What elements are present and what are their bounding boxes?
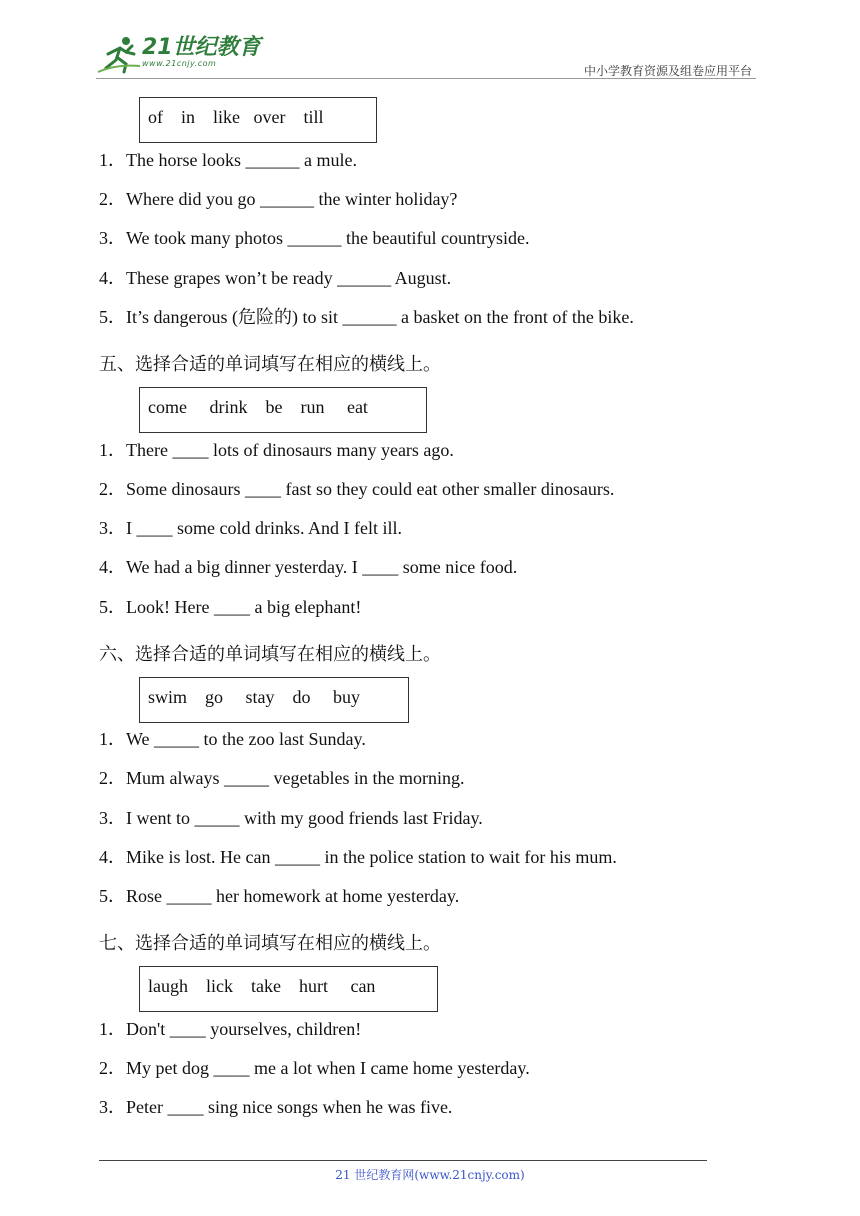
question-item: 4．We had a big dinner yesterday. I ____ some nice food. [99,557,518,577]
question-item: 5．Look! Here ____ a big elephant! [99,597,362,617]
question-item: 3．Peter ____ sing nice songs when he was five. [99,1097,453,1117]
question-item: 2．My pet dog ____ me a lot when I came home yesterday. [99,1058,530,1078]
question-item: 5．Rose _____ her homework at home yesterday. [99,886,460,906]
logo-text: 21世纪教育 [142,35,261,60]
header-platform-text: 中小学教育资源及组卷应用平台 [583,64,752,78]
question-item: 2．Mum always _____ vegetables in the morning. [99,768,465,788]
footer-divider [99,1160,707,1161]
section-title: 七、选择合适的单词填写在相应的横线上。 [99,933,441,954]
section-title: 五、选择合适的单词填写在相应的横线上。 [99,354,441,375]
question-item: 3．I ____ some cold drinks. And I felt ill. [99,518,402,538]
question-item: 4．Mike is lost. He can _____ in the police station to wait for his mum. [99,847,617,867]
question-item: 3．I went to _____ with my good friends last Friday. [99,808,483,828]
page-header [96,30,756,78]
question-item: 3．We took many photos ______ the beautiful countryside. [99,228,530,248]
word-bank-box: laugh lick take hurt can [139,966,438,1012]
word-bank-box: of in like over till [139,97,377,143]
question-item: 1．We _____ to the zoo last Sunday. [99,729,366,749]
word-bank-box: swim go stay do buy [139,677,409,723]
question-item: 1．The horse looks ______ a mule. [99,150,357,170]
header-divider [96,78,756,79]
footer-text: 21 世纪教育网(www.21cnjy.com) [335,1168,525,1182]
section-title: 六、选择合适的单词填写在相应的横线上。 [99,644,441,665]
question-item: 2．Some dinosaurs ____ fast so they could eat other smaller dinosaurs. [99,479,615,499]
logo-url: www.21cnjy.com [142,59,217,68]
word-bank-box: come drink be run eat [139,387,427,433]
question-item: 5．It’s dangerous (危险的) to sit ______ a basket on the front of the bike. [99,307,634,327]
question-item: 4．These grapes won’t be ready ______ August. [99,268,452,288]
question-item: 1．There ____ lots of dinosaurs many years ago. [99,440,454,460]
question-item: 1．Don't ____ yourselves, children! [99,1019,362,1039]
question-item: 2．Where did you go ______ the winter holiday? [99,189,458,209]
